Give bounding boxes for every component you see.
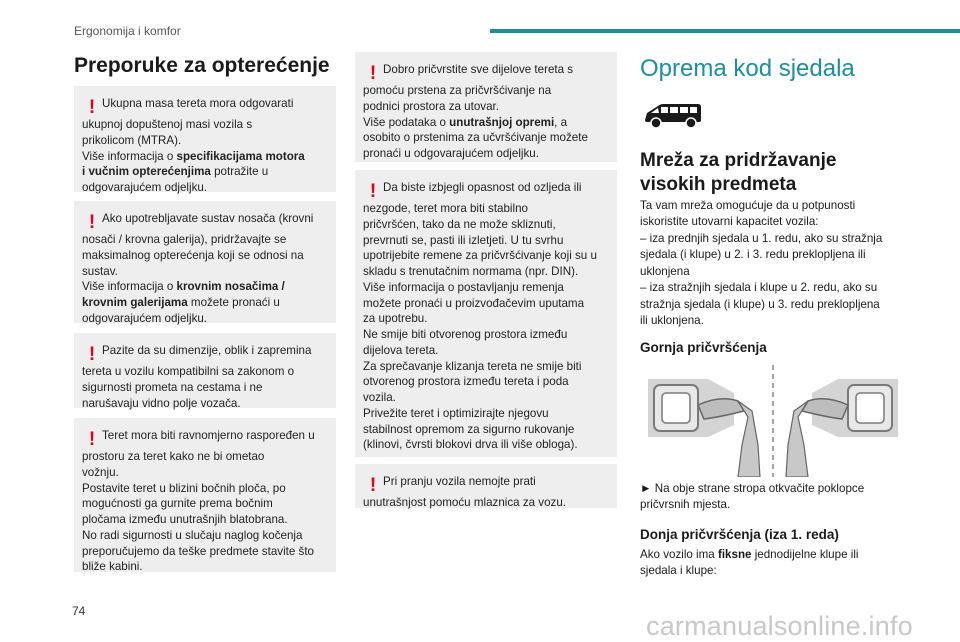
upper-heading: Gornja pričvršćenja <box>640 340 767 355</box>
warning-bold-text: krovnim nosačima / krovnim galerijama <box>82 280 285 310</box>
warning-text: Dobro pričvrstite sve dijelove tereta s pomoću prstena za pričvršćivanje na podnici prostora za utovar. Više podataka o <box>363 63 574 129</box>
warning-icon: ! <box>88 429 96 450</box>
section-title: Oprema kod sjedala <box>640 55 855 82</box>
intro-text: Ta vam mreža omogućuje da u potpunosti iskoristite utovarni kapacitet vozila: – iza prednjih sjedala u 1. redu, ako su stražnja sjedala (i klupe) u 2. i 3. redu preklopljena ili uklonjena – iza stražnjih sjedala i klupe u 2. redu, ako su stražnja sjedala (i klupe) u 3. redu preklopljena ili uklonjena. <box>640 199 883 328</box>
warning-text: Pri pranju vozila nemojte prati unutrašnjost pomoću mlaznica za vozu. <box>363 475 566 509</box>
warning-text: Pazite da su dimenzije, oblik i zapremina tereta u vozilu kompatibilni sa zakonom o sigurnosti prometa na cestama i ne narušavaju vidno polje vozača. <box>82 344 312 410</box>
warning-bold-text: specifikacijama motora i vučnim opterećenjima <box>82 149 305 179</box>
header-section-title: Ergonomija i komfor <box>74 24 181 38</box>
lower-text-bold: fiksne <box>717 548 752 561</box>
warning-box <box>355 464 617 508</box>
watermark: carmanualsonline.info <box>646 611 913 641</box>
warning-text: Ukupna masa tereta mora odgovarati ukupnoj dopuštenoj masi vozila s prikolicom (MTRA). Više informacija o <box>82 97 294 163</box>
warning-box <box>74 418 336 572</box>
warning-text: možete pronaći u odgovarajućem odjeljku. <box>82 296 280 325</box>
header-accent-bar <box>490 29 960 33</box>
van-icon <box>642 100 704 130</box>
warning-box <box>355 52 617 162</box>
warning-box <box>74 86 336 195</box>
warning-icon: ! <box>88 344 96 365</box>
lower-text <box>640 547 902 580</box>
warning-icon: ! <box>88 212 96 233</box>
warning-text: Teret mora biti ravnomjerno raspoređen u prostoru za teret kako ne bi ometao vožnju. Postavite teret u blizini bočnih ploča, po mogućnosti ga gurnite prema bočnim pločama između unutrašnjih blatobrana. No radi sigurnosti u slučaju naglog kočenja preporučujemo da teške predmete stavite što bliže kabini. <box>82 429 315 574</box>
warning-box <box>74 333 336 408</box>
warning-icon: ! <box>369 63 377 84</box>
page-number: 74 <box>72 604 86 618</box>
warning-text: , a osobito o prstenima za učvršćivanje možete pronaći u odgovarajućem odjeljku. <box>363 115 588 161</box>
warning-box <box>74 201 336 323</box>
warning-icon: ! <box>369 181 377 202</box>
warning-text: Ako upotrebljavate sustav nosača (krovni nosači / krovna galerija), pridržavajte se maksimalnog opterećenja koji se odnosi na sustav. Više informacija o <box>82 212 314 294</box>
page-title: Preporuke za opterećenje <box>74 54 330 77</box>
lower-heading: Donja pričvršćenja (iza 1. reda) <box>640 527 839 542</box>
lower-text-part: Ako vozilo ima <box>640 548 718 561</box>
attachment-illustration <box>648 365 898 477</box>
upper-instruction: ► Na obje strane stropa otkvačite poklopce pričvrsnih mjesta. <box>640 482 865 512</box>
warning-icon: ! <box>369 475 377 496</box>
warning-text: potražite u odgovarajućem odjeljku. <box>82 165 269 195</box>
subsection-title: Mreža za pridržavanje visokih predmeta <box>640 150 837 196</box>
lower-text-part: jednodijelne klupe ili sjedala i klupe: <box>640 548 859 578</box>
warning-icon: ! <box>88 97 96 118</box>
warning-text: Da biste izbjegli opasnost od ozljeda ili nezgode, teret mora biti stabilno pričvršćen, tako da ne može skliznuti, prevrnuti se, pasti ili izletjeti. U tu svrhu upotrijebite remene za pričvršćivanje koji su u skladu s trenutačnim normama (npr. DIN). Više informacija o postavljanju remenja možete pronaći u proizvođačevim uputama za upotrebu. Ne smije biti otvorenog prostora između dijelova tereta. Za sprečavanje klizanja tereta ne smije biti otvorenog prostora između tereta i poda vozila. Privežite teret i optimizirajte njegovu stabilnost opremom za sigurno rukovanje (klinovi, čvrsti blokovi drva ili više obloga). <box>363 181 597 452</box>
warning-box <box>355 170 617 457</box>
warning-bold-text: unutrašnjoj opremi <box>449 115 555 129</box>
